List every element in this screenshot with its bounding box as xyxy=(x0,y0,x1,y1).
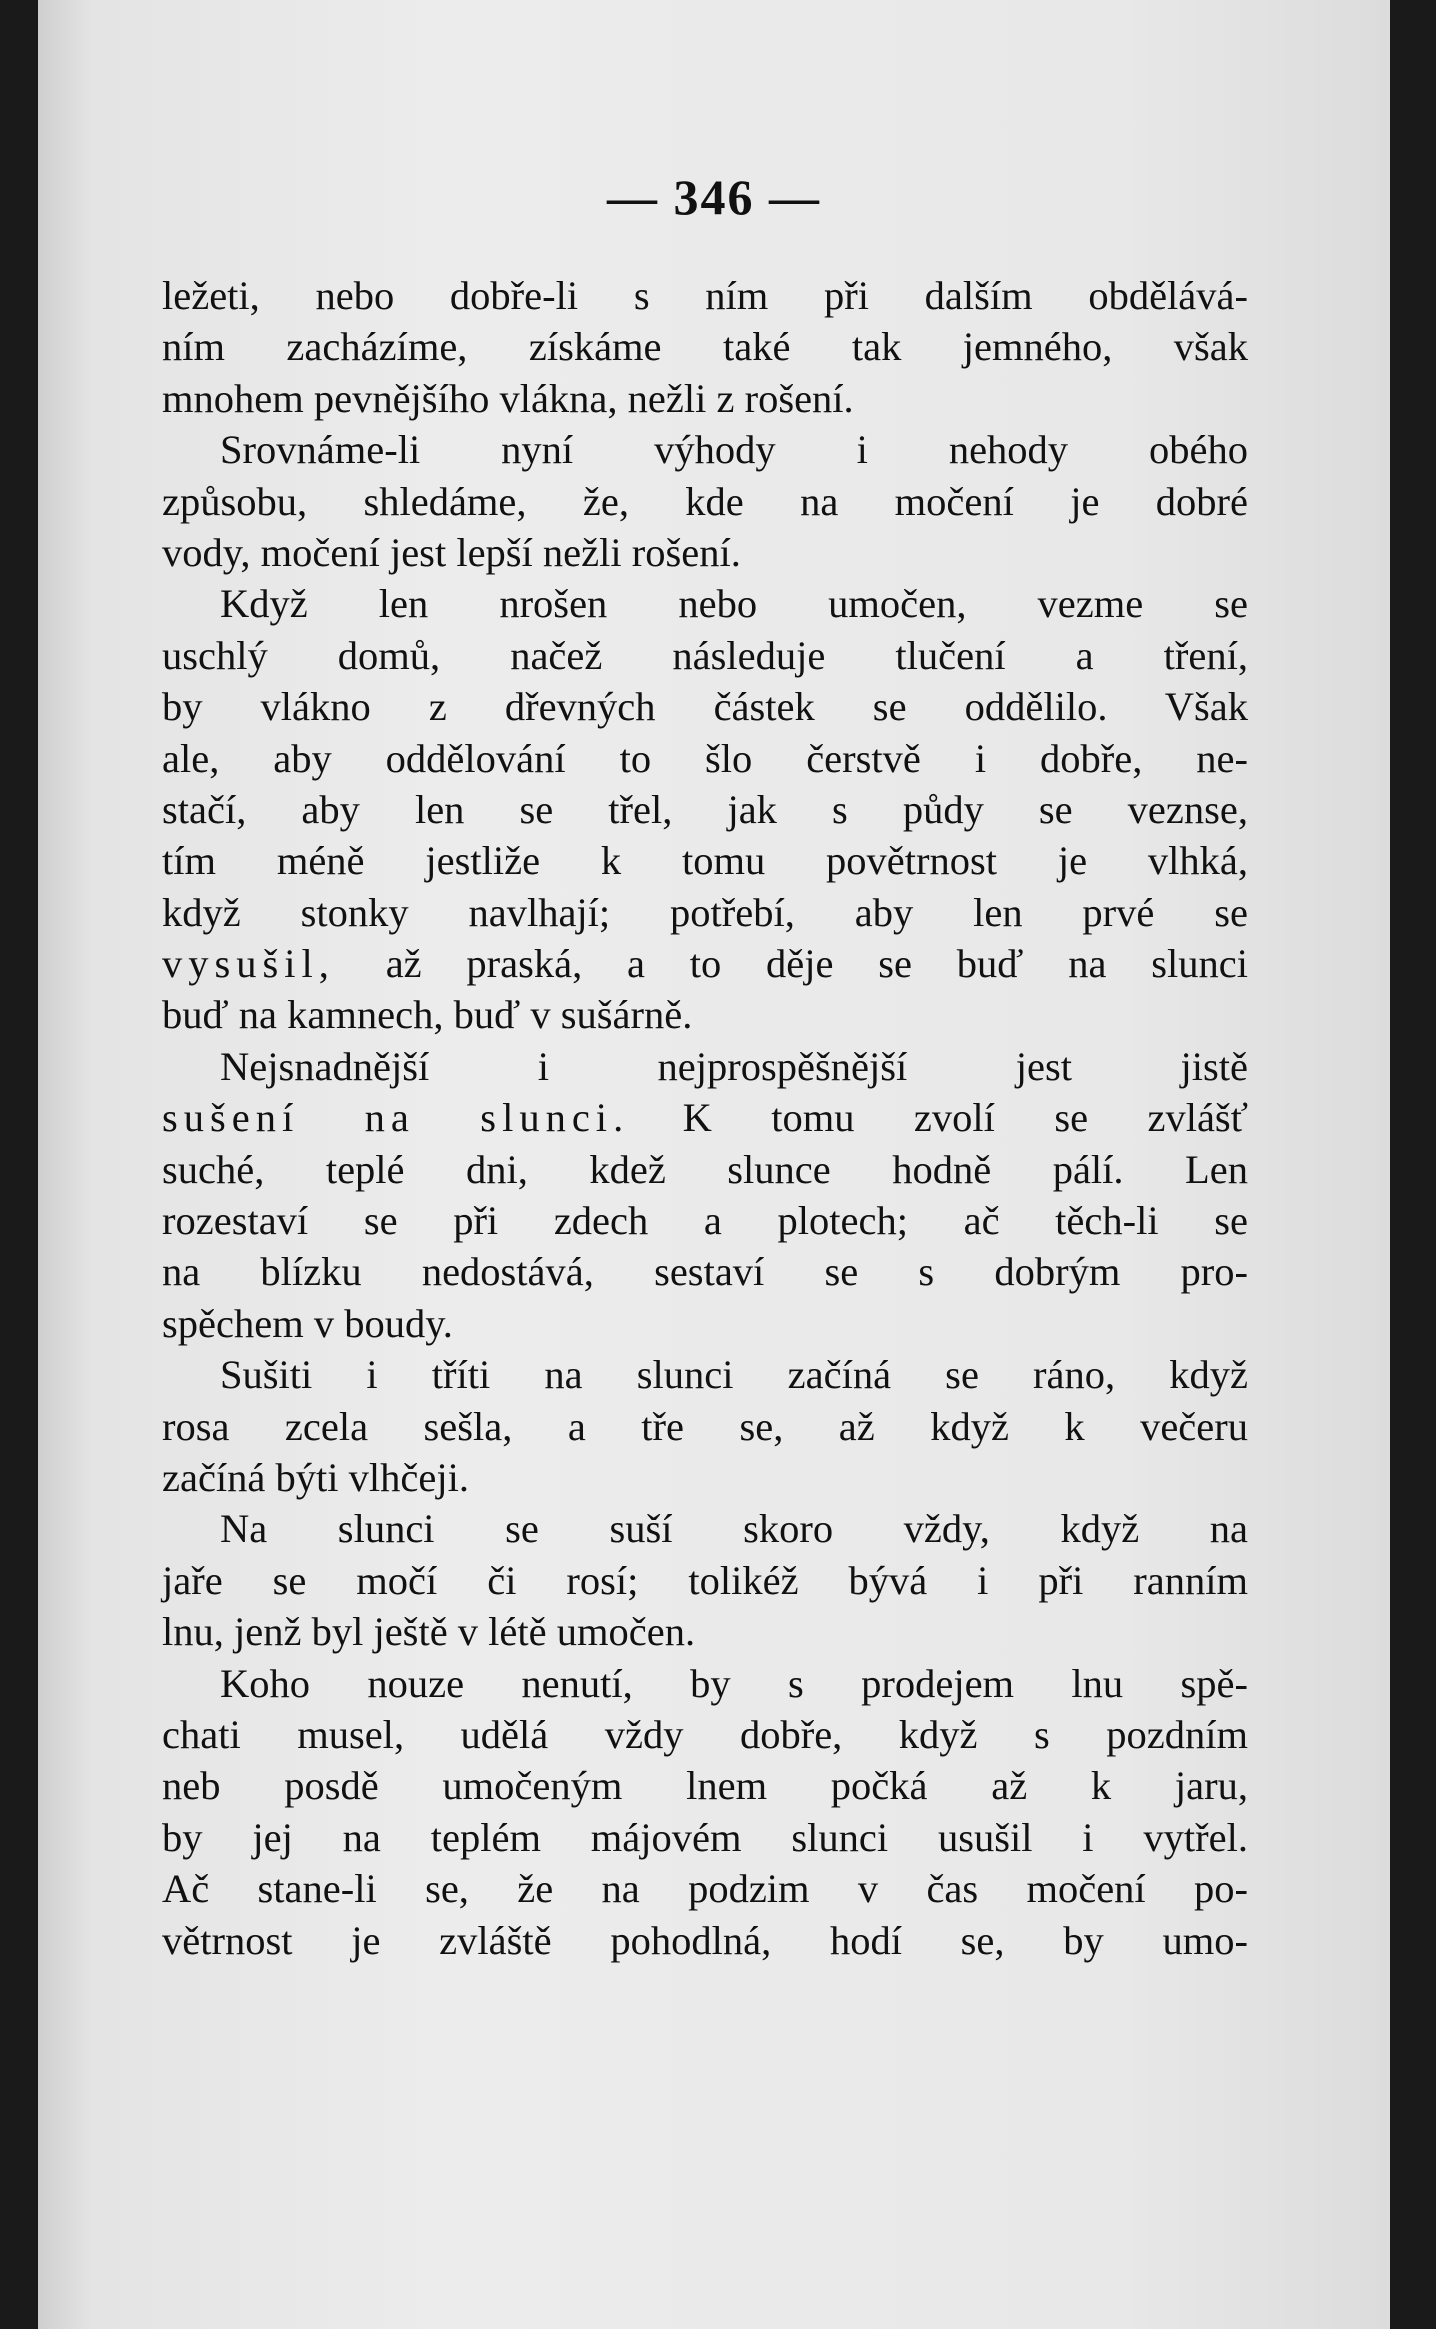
body-text xyxy=(162,270,1248,1966)
text-line: větrnost je zvláště pohodlná, hodí se, by umo- xyxy=(162,1917,1248,1963)
text-line: rozestaví se při zdech a plotech; ač těch-li se xyxy=(162,1198,1248,1244)
text-line: suché, teplé dni, kdež slunce hodně pálí. Len xyxy=(162,1146,1248,1192)
text-line: rosa zcela sešla, a tře se, až když k večeru xyxy=(162,1403,1248,1449)
text-line: mnohem pevnějšího vlákna, nežli z rošení. xyxy=(162,375,854,421)
text-line: vody, močení jest lepší nežli rošení. xyxy=(162,529,741,575)
text-line: buď na kamnech, buď v sušárně. xyxy=(162,992,693,1038)
text-line: uschlý domů, načež následuje tlučení a tření, xyxy=(162,632,1248,678)
text-line: Sušiti i tříti na slunci začíná se ráno, když xyxy=(220,1352,1248,1398)
page-number: — 346 — xyxy=(607,169,821,225)
text-line: Na slunci se suší skoro vždy, když na xyxy=(220,1506,1248,1552)
text-line: ale, aby oddělování to šlo čerstvě i dobře, ne- xyxy=(162,735,1248,781)
text-line: lnu, jenž byl ještě v létě umočen. xyxy=(162,1609,696,1655)
text-line: způsobu, shledáme, že, kde na močení je dobré xyxy=(162,478,1248,524)
text-line: Koho nouze nenutí, by s prodejem lnu spě- xyxy=(220,1660,1248,1706)
text-line: stačí, aby len se třel, jak s půdy se veznse, xyxy=(162,786,1248,832)
text-line: Nejsnadnější i nejprospěšnější jest jistě xyxy=(220,1043,1248,1089)
text-line: sušení na slunci. K tomu zvolí se zvlášť xyxy=(162,1095,1249,1141)
text-line: vysušil, až praská, a to děje se buď na slunci xyxy=(162,941,1248,987)
text-line: by jej na teplém májovém slunci usušil i vytřel. xyxy=(162,1814,1248,1860)
text-line: spěchem v boudy. xyxy=(162,1300,453,1346)
book-page xyxy=(38,0,1390,2329)
text-line: Srovnáme-li nyní výhody i nehody obého xyxy=(220,427,1248,473)
text-line: tím méně jestliže k tomu povětrnost je vlhká, xyxy=(162,838,1248,884)
text-line: začíná býti vlhčeji. xyxy=(162,1454,469,1500)
text-line: neb posdě umočeným lnem počká až k jaru, xyxy=(162,1763,1248,1809)
text-line: ním zacházíme, získáme také tak jemného, však xyxy=(162,324,1248,370)
text-line: by vlákno z dřevných částek se oddělilo. Však xyxy=(162,684,1248,730)
text-line: když stonky navlhají; potřebí, aby len prvé se xyxy=(162,889,1248,935)
text-line: Ač stane-li se, že na podzim v čas močení po- xyxy=(162,1866,1248,1912)
text-line: ležeti, nebo dobře-li s ním při dalším obdělává- xyxy=(162,273,1248,318)
text-line: na blízku nedostává, sestaví se s dobrým pro- xyxy=(162,1249,1248,1295)
text-line: jaře se močí či rosí; tolikéž bývá i při ranním xyxy=(162,1557,1248,1603)
text-line: Když len nrošen nebo umočen, vezme se xyxy=(220,581,1248,627)
text-line: chati musel, udělá vždy dobře, když s pozdním xyxy=(162,1711,1248,1757)
